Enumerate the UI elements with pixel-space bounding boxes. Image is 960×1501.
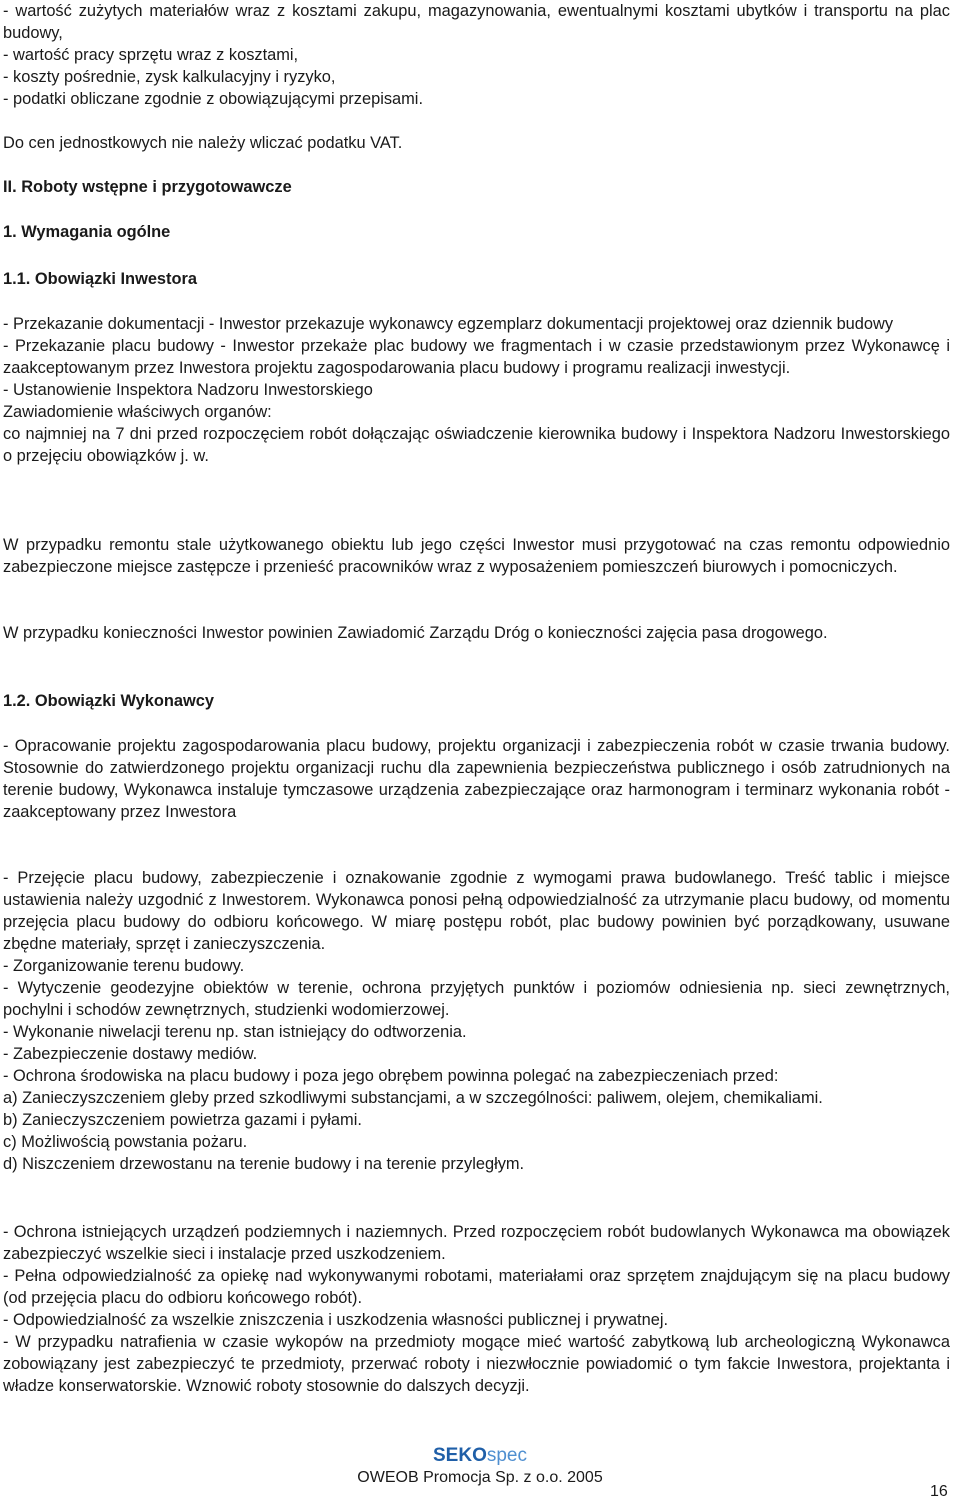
page-number: 16 — [930, 1483, 948, 1500]
section-heading: II. Roboty wstępne i przygotowawcze — [3, 178, 292, 196]
list-item: - podatki obliczane zgodnie z obowiązującymi przepisami. — [3, 90, 423, 108]
list-item: - Wykonanie niwelacji terenu np. stan istniejący do odtworzenia. — [3, 1023, 467, 1041]
footer-logo — [0, 1445, 960, 1467]
notification-text: co najmniej na 7 dni przed rozpoczęciem robót dołączając oświadczenie kierownika budowy i Inspektora Nadzoru Inwestorskiego o przejęciu obowiązków j. w. — [3, 425, 950, 465]
list-item: - Ochrona środowiska na placu budowy i poza jego obrębem powinna polegać na zabezpieczeniach przed: — [3, 1067, 779, 1085]
list-item: - Przekazanie placu budowy - Inwestor przekaże plac budowy we fragmentach i w czasie przedstawionym przez Wykonawcę i zaakceptowanym przez Inwestora projektu zagospodarowania placu budowy i programu realizacji inwestycji. — [3, 337, 950, 377]
contractor-duties-heading: 1.2. Obowiązki Wykonawcy — [3, 692, 215, 710]
contractor-paragraph-site-plan: - Opracowanie projektu zagospodarowania placu budowy, projektu organizacji i zabezpieczenia robót w czasie trwania budowy. Stosownie do zatwierdzonego projektu organizacji ruchu dla zapewnienia bezpieczeństwa publicznego i osób zatrudnionych na terenie budowy, Wykonawca instaluje tymczasowe urządzenia zabezpieczające oraz harmonogram i terminarz wykonania robót - zaakceptowany przez Inwestora — [3, 737, 950, 821]
list-item: - koszty pośrednie, zysk kalkulacyjny i ryzyko, — [3, 68, 336, 86]
list-item: a) Zanieczyszczeniem gleby przed szkodliwymi substancjami, a w szczególności: paliwem, olejem, chemikaliami. — [3, 1089, 823, 1107]
list-item: b) Zanieczyszczeniem powietrza gazami i pyłami. — [3, 1111, 362, 1129]
investor-paragraph-replacement: W przypadku remontu stale użytkowanego obiektu lub jego części Inwestor musi przygotować na czas remontu odpowiednio zabezpieczone miejsce zastępcze i przenieść pracowników wraz z wyposażeniem pomieszczeń biurowych i pomocniczych. — [3, 536, 950, 576]
list-item: - Ustanowienie Inspektora Nadzoru Inwestorskiego — [3, 381, 373, 399]
contractor-responsibilities-list — [3, 1221, 950, 1397]
logo-text-light: spec — [486, 1445, 527, 1466]
list-item: d) Niszczeniem drzewostanu na terenie budowy i na terenie przyległym. — [3, 1155, 525, 1173]
subsection-heading: 1. Wymagania ogólne — [3, 223, 171, 241]
footer-copyright: OWEOB Promocja Sp. z o.o. 2005 — [357, 1469, 603, 1486]
list-item: c) Możliwością powstania pożaru. — [3, 1133, 248, 1151]
logo-text-strong: SEKO — [433, 1445, 487, 1466]
contractor-duties-list — [3, 867, 950, 1175]
investor-duties-block — [3, 313, 950, 467]
investor-paragraph-road-authority: W przypadku konieczności Inwestor powinien Zawiadomić Zarządu Dróg o konieczności zajęcia pasa drogowego. — [3, 624, 828, 642]
list-item: - Zorganizowanie terenu budowy. — [3, 957, 245, 975]
list-item: - wartość zużytych materiałów wraz z kosztami zakupu, magazynowania, ewentualnymi kosztami ubytków i transportu na plac budowy, — [3, 2, 950, 42]
vat-note: Do cen jednostkowych nie należy wliczać podatku VAT. — [3, 134, 403, 152]
list-item: - Pełna odpowiedzialność za opiekę nad wykonywanymi robotami, materiałami oraz sprzętem znajdującym się na placu budowy (od przejęcia placu do odbioru końcowego robót). — [3, 1267, 950, 1307]
list-item: - Odpowiedzialność za wszelkie zniszczenia i uszkodzenia własności publicznej i prywatnej. — [3, 1311, 669, 1329]
list-item: - Zabezpieczenie dostawy mediów. — [3, 1045, 258, 1063]
investor-duties-heading: 1.1. Obowiązki Inwestora — [3, 270, 198, 288]
notification-label: Zawiadomienie właściwych organów: — [3, 403, 272, 421]
cost-components-list — [3, 0, 950, 110]
list-item: - Ochrona istniejących urządzeń podziemnych i naziemnych. Przed rozpoczęciem robót budowlanych Wykonawca ma obowiązek zabezpieczyć wszelkie sieci i instalacje przed uszkodzeniem. — [3, 1223, 950, 1263]
list-item: - Przekazanie dokumentacji - Inwestor przekazuje wykonawcy egzemplarz dokumentacji projektowej oraz dziennik budowy — [3, 315, 894, 333]
list-item: - Przejęcie placu budowy, zabezpieczenie i oznakowanie zgodnie z wymogami prawa budowlanego. Treść tablic i miejsce ustawienia należy uzgodnić z Inwestorem. Wykonawca ponosi pełną odpowiedzialność za utrzymanie placu budowy, od momentu przejęcia placu budowy do odbioru końcowego. W miarę postępu robót, plac budowy powinien być porządkowany, usuwane zbędne materiały, sprzęt i zanieczyszczenia. — [3, 869, 950, 953]
list-item: - Wytyczenie geodezyjne obiektów w terenie, ochrona przyjętych punktów i poziomów odniesienia np. sieci zewnętrznych, pochylni i schodów zewnętrznych, studzienki wodomierzowej. — [3, 979, 950, 1019]
list-item: - W przypadku natrafienia w czasie wykopów na przedmioty mogące mieć wartość zabytkową lub archeologiczną Wykonawca zobowiązany jest zabezpieczyć te przedmioty, przerwać roboty i niezwłocznie powiadomić o tym fakcie Inwestora, projektanta i władze konserwatorskie. Wznowić roboty stosownie do dalszych decyzji. — [3, 1333, 950, 1395]
list-item: - wartość pracy sprzętu wraz z kosztami, — [3, 46, 299, 64]
